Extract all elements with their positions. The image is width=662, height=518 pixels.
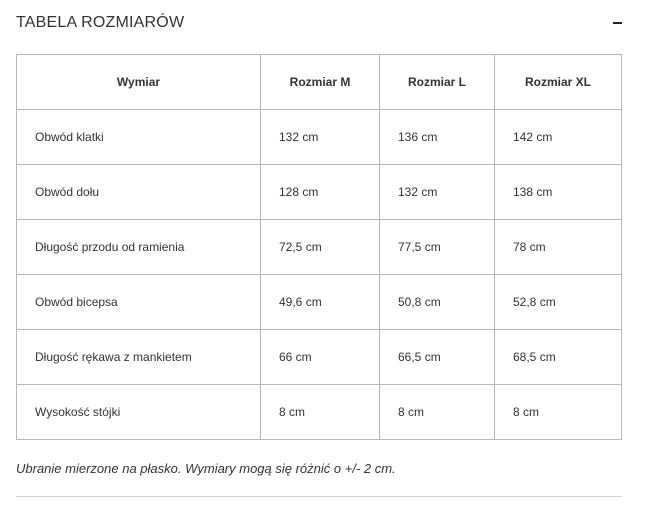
table-cell: 77,5 cm (380, 220, 495, 275)
divider (16, 496, 622, 497)
size-chart-header[interactable] (16, 11, 622, 37)
table-cell: 52,8 cm (495, 275, 622, 330)
table-cell: 50,8 cm (380, 275, 495, 330)
section-title: TABELA ROZMIARÓW (16, 14, 185, 31)
table-cell: 49,6 cm (261, 275, 380, 330)
size-table (16, 54, 622, 440)
column-header: Rozmiar L (380, 55, 495, 110)
table-cell: 66,5 cm (380, 330, 495, 385)
table-cell: 8 cm (261, 385, 380, 440)
table-row (17, 220, 622, 275)
table-cell: Długość przodu od ramienia (17, 220, 261, 275)
table-cell: 128 cm (261, 165, 380, 220)
table-cell: Obwód bicepsa (17, 275, 261, 330)
table-cell: 68,5 cm (495, 330, 622, 385)
table-cell: 72,5 cm (261, 220, 380, 275)
minus-icon[interactable] (613, 22, 622, 24)
table-cell: Obwód dołu (17, 165, 261, 220)
table-cell: 8 cm (495, 385, 622, 440)
table-header-row (17, 55, 622, 110)
table-cell: 138 cm (495, 165, 622, 220)
table-row (17, 275, 622, 330)
column-header: Wymiar (17, 55, 261, 110)
table-cell: 132 cm (261, 110, 380, 165)
table-cell: 78 cm (495, 220, 622, 275)
table-cell: 8 cm (380, 385, 495, 440)
table-cell: 132 cm (380, 165, 495, 220)
table-cell: 142 cm (495, 110, 622, 165)
measurement-note: Ubranie mierzone na płasko. Wymiary mogą się różnić o +/- 2 cm. (16, 461, 396, 476)
table-cell: 66 cm (261, 330, 380, 385)
table-row (17, 110, 622, 165)
table-cell: Obwód klatki (17, 110, 261, 165)
column-header: Rozmiar XL (495, 55, 622, 110)
column-header: Rozmiar M (261, 55, 380, 110)
table-row (17, 385, 622, 440)
table-cell: 136 cm (380, 110, 495, 165)
table-cell: Wysokość stójki (17, 385, 261, 440)
table-cell: Długość rękawa z mankietem (17, 330, 261, 385)
table-row (17, 330, 622, 385)
table-row (17, 165, 622, 220)
